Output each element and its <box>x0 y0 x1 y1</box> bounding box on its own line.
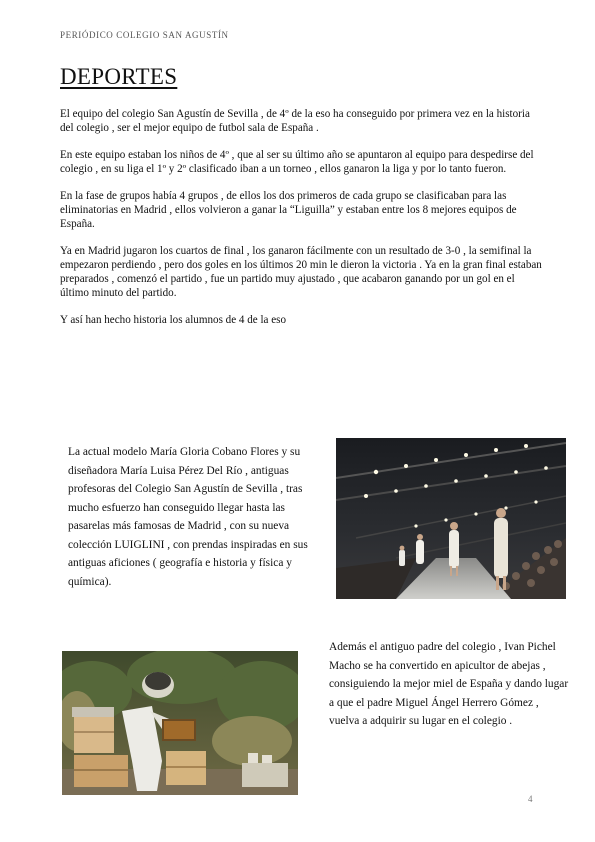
article-paragraph: Ya en Madrid jugaron los cuartos de final , los ganaron fácilmente con un resultado de 3-0 , la semifinal la empezaron perdiendo , pero dos goles en los últimos 20 min le dieron la victoria . Ya en la gran final estaban preparados , comenzó el partido , fue un partido muy ajustado , que acabaron ganando por un gol en el último minuto del partido. <box>60 245 542 299</box>
sports-article <box>60 107 542 340</box>
article-paragraph: En este equipo estaban los niños de 4º , que al ser su último año se apuntaron al equipo para despedirse del colegio , en su liga el 1º y 2º clasificado iban a un torneo , ellos ganaron la liga y por lo tanto fueron. <box>60 149 534 175</box>
runway-photo <box>336 438 566 599</box>
page-number: 4 <box>528 794 533 804</box>
fashion-caption: La actual modelo María Gloria Cobano Flores y su diseñadora María Luisa Pérez Del Río , antiguas profesoras del Colegio San Agustín de Sevilla , tras mucho esfuerzo han conseguido llegar hasta las pasarelas más famosas de Madrid , con su nueva colección LUIGLINI , con prendas inspiradas en sus antiguas aficiones ( geografía e historia y física y química). <box>68 446 308 588</box>
beekeeper-caption: Además el antiguo padre del colegio , Ivan Pichel Macho se ha convertido en apicultor de abejas , consiguiendo la mejor miel de España y dando lugar a que el padre Miguel Ángel Herrero Gómez , vuelva a adquirir su lugar en el colegio . <box>329 641 569 727</box>
section-title: DEPORTES <box>60 64 178 89</box>
article-paragraph: En la fase de grupos había 4 grupos , de ellos los dos primeros de cada grupo se clasificaban para las eliminatorias en Madrid , ellos volvieron a ganar la “Liguilla” y estaban entre los 8 mejores equipos de España. <box>60 190 517 230</box>
article-paragraph: El equipo del colegio San Agustín de Sevilla , de 4º de la eso ha conseguido por primera vez en la historia del colegio , ser el mejor equipo de futbol sala de España . <box>60 108 530 134</box>
newspaper-header: PERIÓDICO COLEGIO SAN AGUSTÍN <box>60 30 229 40</box>
article-paragraph: Y así han hecho historia los alumnos de 4 de la eso <box>60 314 287 326</box>
beekeeper-photo <box>62 651 298 795</box>
